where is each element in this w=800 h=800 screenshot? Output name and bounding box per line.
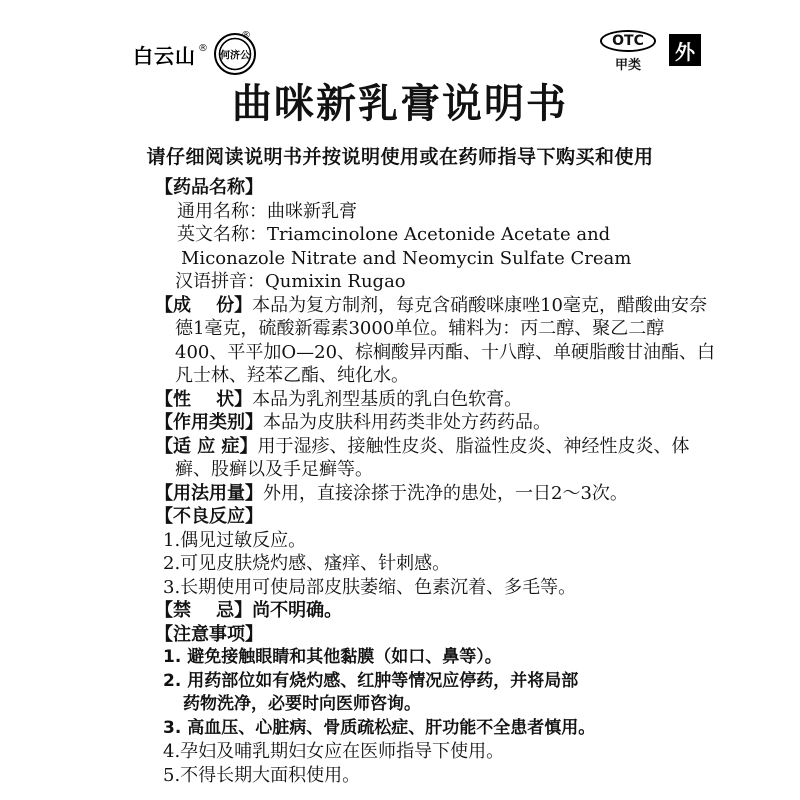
page-title: 曲咪新乳膏说明书 <box>232 81 568 127</box>
usage-notice: 请仔细阅读说明书并按说明使用或在药师指导下购买和使用 <box>146 146 654 168</box>
contraindications-text: 尚不明确。 <box>252 600 343 621</box>
dosage-row <box>155 482 715 506</box>
section-description-label: 【性 状】 <box>155 388 253 410</box>
pinyin-label: 汉语拼音： <box>175 271 265 292</box>
adverse-item: 1.偶见过敏反应。 <box>163 529 307 551</box>
section-composition-label: 【成 份】 <box>155 294 253 316</box>
precaution-item: 2. 用药部位如有烧灼感、红肿等情况应停药，并将局部 <box>163 670 579 691</box>
seal-text: 何济公 <box>220 50 250 62</box>
section-precautions-label: 【注意事项】 <box>155 623 263 645</box>
category-row <box>155 411 715 435</box>
precaution-item: 1. 避免接触眼睛和其他黏膜（如口、鼻等）。 <box>163 647 502 667</box>
description-text: 本品为乳剂型基质的乳白色软膏。 <box>252 388 523 410</box>
otc-class: 甲类 <box>614 58 641 73</box>
adverse-item: 3.长期使用可使局部皮肤萎缩、色素沉着、多毛等。 <box>163 576 577 598</box>
pinyin-name: Qumixin Rugao <box>265 271 406 292</box>
dosage-text: 外用，直接涂搽于洗净的患处，一日2～3次。 <box>263 482 628 504</box>
contraindications-row <box>155 599 715 623</box>
section-indications-label: 【适 应 症】 <box>155 435 258 457</box>
leaflet-body <box>155 176 715 787</box>
english-name-line-1: Triamcinolone Acetonide Acetate and <box>267 224 611 245</box>
pinyin-row <box>155 270 715 294</box>
composition-row <box>155 294 715 388</box>
brand-name: 白云山 <box>133 43 196 68</box>
section-category-label: 【作用类别】 <box>155 412 263 433</box>
brand-registered-mark: ® <box>198 42 208 54</box>
section-adverse-label: 【不良反应】 <box>155 506 263 527</box>
otc-label: OTC <box>600 30 656 52</box>
otc-badge <box>598 30 658 73</box>
description-row <box>155 388 715 412</box>
generic-name-row <box>155 200 715 224</box>
category-text: 本品为皮肤科用药类非处方药药品。 <box>263 412 551 433</box>
precaution-item: 4.孕妇及哺乳期妇女应在医师指导下使用。 <box>163 741 505 762</box>
section-drug-name-label: 【药品名称】 <box>155 177 263 198</box>
precaution-item-continued: 药物洗净，必要时向医师咨询。 <box>183 694 421 714</box>
composition-text: 本品为复方制剂，每克含硝酸咪康唑10毫克，醋酸曲安奈德1毫克，硫酸新霉素3000单位。辅料为：丙二醇、聚乙二醇400、平平加O—20、棕榈酸异丙酯、十八醇、单硬脂酸甘油酯、白凡士林、羟苯乙酯、纯化水。 <box>175 294 716 386</box>
indications-text: 用于湿疹、接触性皮炎、脂溢性皮炎、神经性皮炎、体癣、股癣以及手足癣等。 <box>175 435 690 480</box>
generic-name: 曲咪新乳膏 <box>267 200 357 222</box>
section-dosage-label: 【用法用量】 <box>155 482 263 504</box>
english-name-label: 英文名称： <box>177 224 267 245</box>
seal-registered-mark: ® <box>241 30 251 41</box>
brand-logo <box>133 33 256 75</box>
precaution-item: 5.不得长期大面积使用。 <box>163 764 361 786</box>
adverse-item: 2.可见皮肤烧灼感、瘙痒、针刺感。 <box>163 553 451 574</box>
generic-name-label: 通用名称： <box>177 200 267 222</box>
english-name-row <box>155 223 715 247</box>
indications-row <box>155 435 715 482</box>
english-name-line-2: Miconazole Nitrate and Neomycin Sulfate Cream <box>181 247 632 269</box>
external-use-badge: 外 <box>669 34 701 66</box>
precaution-item: 3. 高血压、心脏病、骨质疏松症、肝功能不全患者慎用。 <box>163 717 596 738</box>
section-contraindications-label: 【禁 忌】 <box>155 600 253 621</box>
